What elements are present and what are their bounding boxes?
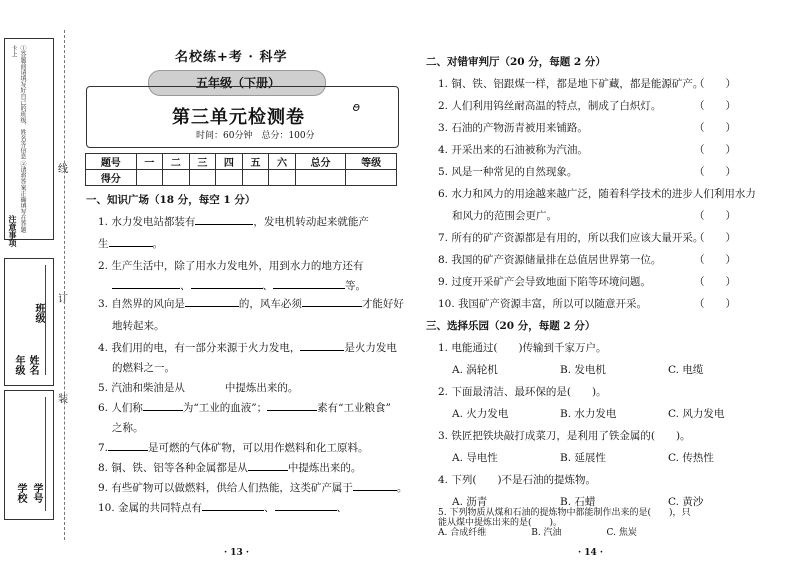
score-header-cell: 二: [163, 154, 190, 170]
grade-label: 年级: [13, 355, 24, 375]
answer-paren[interactable]: （ ）: [694, 276, 736, 288]
s1-q4-text: 4. 我们用的电，有一部分来源于火力发电，: [98, 342, 301, 354]
s1-q4-text2: 是火力发电: [344, 342, 397, 354]
answer-paren[interactable]: （ ）: [694, 298, 736, 310]
answer-paren[interactable]: （ ）: [694, 210, 736, 222]
s1-q3-text2: 的，风车必须: [238, 298, 302, 310]
score-cell[interactable]: [136, 170, 163, 186]
s1-q6-text: 6. 人们称: [98, 402, 143, 414]
score-cell[interactable]: [216, 170, 243, 186]
answer-paren[interactable]: （ ）: [694, 166, 736, 178]
s1-q2-sep2: 、: [262, 280, 273, 292]
score-header-cell: 一: [136, 154, 163, 170]
section2-title: 二、对错审判厅（20 分，每题 2 分）: [426, 56, 606, 68]
time-score: 时间：60分钟 总分：100分: [196, 131, 315, 141]
s1-q9-text: 9. 有些矿物可以做燃料，供给人们热能，这类矿产属于: [98, 482, 353, 494]
blank[interactable]: [185, 296, 239, 307]
s3-q3: 3. 铁匠把铁块敲打成菜刀，是利用了铁金属的( )。: [438, 430, 691, 442]
blank[interactable]: [267, 400, 317, 411]
score-header-cell: 五: [242, 154, 269, 170]
s3-q2-opt-b[interactable]: B. 水力发电: [560, 408, 617, 420]
s1-q10-sep2: 、: [336, 502, 348, 514]
score-cell[interactable]: [269, 170, 296, 186]
s1-q1-text: 1. 水力发电站都装有: [98, 216, 196, 228]
blank[interactable]: [109, 236, 153, 247]
sidebar-label-note: 注意事项: [8, 215, 18, 247]
s1-q3-line2: 地转起来。: [112, 320, 165, 332]
s2-item: 6. 水力和风力的用途越来越广泛，随着科学技术的进步人们利用水力: [438, 188, 756, 200]
s1-q1-line1: [98, 214, 369, 229]
score-row: [86, 170, 397, 186]
s1-q1-line2: [98, 236, 163, 251]
s1-q3-line1: [98, 296, 404, 311]
s1-q10-sep: 、: [264, 502, 275, 514]
s3-q5-line1: 5. 下列物质从煤和石油的提炼物中都能制作出来的是( )，只: [438, 508, 691, 518]
number-label: 学号: [31, 483, 42, 503]
sidebar-school-box: [4, 390, 54, 520]
exam-title: 第三单元检测卷: [172, 107, 305, 128]
s1-q6-line2: 之称。: [112, 422, 144, 434]
score-cell[interactable]: [242, 170, 269, 186]
s1-q1-text2: ，发电机转动起来就能产: [253, 216, 369, 228]
s3-q4: 4. 下列( )不是石油的提炼物。: [438, 474, 597, 486]
blank[interactable]: [248, 460, 288, 471]
score-cell[interactable]: [346, 170, 397, 186]
answer-paren[interactable]: （ ）: [694, 122, 736, 134]
score-header-cell: 四: [216, 154, 243, 170]
s3-q3-opt-a[interactable]: A. 导电性: [452, 452, 498, 464]
blank[interactable]: [112, 278, 180, 289]
s3-q2: 2. 下面最清洁、最环保的是( )。: [438, 386, 607, 398]
s1-q5: [98, 380, 298, 395]
s3-q2-opt-a[interactable]: A. 火力发电: [452, 408, 509, 420]
section1-title: 一、知识广场（18 分，每空 1 分）: [86, 194, 256, 206]
score-table: [85, 153, 397, 186]
school-label: 学校: [15, 483, 26, 503]
s3-q3-opt-b[interactable]: B. 延展性: [560, 452, 606, 464]
score-row-label: 得分: [86, 170, 137, 186]
s2-item: 8. 我国的矿产资源储量排在总值居世界第一位。: [438, 254, 662, 266]
mascot-icon: ꪮ: [352, 100, 361, 114]
sidebar-notice: ①答题前请填写好自己的班级、姓名等信息 ②请将答案正确填写在答题卡上: [10, 45, 26, 233]
blank[interactable]: [273, 278, 345, 289]
blank[interactable]: [195, 214, 253, 225]
blank[interactable]: [275, 500, 337, 511]
s1-q4-line1: [98, 340, 397, 355]
s1-q6-line1: [98, 400, 391, 415]
score-header-cell: 题号: [86, 154, 137, 170]
s2-item: 10. 我国矿产资源丰富，所以可以随意开采。: [438, 298, 648, 310]
score-header-cell: 六: [269, 154, 296, 170]
s3-q4-opt-b[interactable]: B. 石蜡: [560, 496, 596, 508]
s1-q3-text3: 才能好好: [361, 298, 404, 310]
s1-q1-text3: 生: [98, 238, 109, 250]
s1-q2-sep: 、: [180, 280, 191, 292]
s1-q7-text: 7.: [98, 442, 109, 454]
score-header-row: [86, 154, 397, 170]
school-field-line[interactable]: [45, 397, 46, 511]
page-number-right: · 14 ·: [578, 548, 604, 558]
s1-q6-text2: 为“工业的血液”；: [182, 402, 268, 414]
score-header-cell: 总分: [295, 154, 346, 170]
s1-q6-text3: 素有“工业粮食”: [317, 402, 391, 414]
s3-q1: 1. 电能通过( )传输到千家万户。: [438, 342, 607, 354]
s3-q4-opt-a[interactable]: A. 沥青: [452, 496, 488, 508]
s1-q8-text: 8. 铜、铁、铝等各种金属都是从: [98, 462, 248, 474]
s1-q8: [98, 460, 361, 475]
score-cell[interactable]: [189, 170, 216, 186]
s1-q2-line1: 2. 生产生活中，除了用水力发电外，用到水力的地方还有: [98, 260, 364, 272]
s1-q7-text2: 是可燃的气体矿物，可以用作燃料和化工原料。: [148, 442, 369, 454]
binding-zhuang-char: 装: [58, 394, 68, 405]
s2-item: 4. 开采出来的石油被称为汽油。: [438, 144, 588, 156]
score-cell[interactable]: [163, 170, 190, 186]
s3-q3-opt-c[interactable]: C. 传热性: [668, 452, 714, 464]
section3-title: 三、选择乐园（20 分，每题 2 分）: [426, 320, 596, 332]
s3-q1-opt-c[interactable]: C. 电缆: [668, 364, 704, 376]
s1-q1-text4: 。: [152, 238, 163, 250]
s1-q4-line2: 的燃料之一。: [112, 362, 175, 374]
s1-q9-text2: 。: [396, 482, 408, 494]
s3-q5-line2: 能从煤中提炼出来的是( )。: [438, 518, 563, 528]
s3-q2-opt-c[interactable]: C. 风力发电: [668, 408, 725, 420]
blank[interactable]: [108, 440, 148, 451]
blank[interactable]: [185, 380, 225, 391]
s2-item: 7. 所有的矿产资源都是有用的，所以我们应该大量开采。: [438, 232, 704, 244]
s2-item-cont: 和风力的范围会更广。: [452, 210, 557, 222]
s2-item: 9. 过度开采矿产会导致地面下陷等环境问题。: [438, 276, 651, 288]
sidebar-notice-box: [4, 38, 54, 240]
s3-q5-options[interactable]: A. 合成纤维 B. 汽油 C. 焦炭: [438, 528, 637, 538]
answer-paren[interactable]: （ ）: [694, 100, 736, 112]
grade-text: 五年级（下册）: [196, 76, 281, 90]
s2-item: 3. 石油的产物沥青被用来铺路。: [438, 122, 588, 134]
series-title: 名校练+考 · 科学: [175, 50, 288, 65]
binding-line-char: 线: [58, 164, 68, 175]
score-header-cell: 三: [189, 154, 216, 170]
blank[interactable]: [143, 400, 183, 411]
binding-ding-char: 订: [58, 294, 68, 305]
blank[interactable]: [302, 296, 362, 307]
blank[interactable]: [353, 480, 397, 491]
s1-q5-text2: 中提炼出来的。: [224, 382, 299, 394]
s3-q4-opt-c[interactable]: C. 黄沙: [668, 496, 704, 508]
s1-q9: [98, 480, 407, 495]
answer-paren[interactable]: （ ）: [694, 78, 736, 90]
s1-q2-line2: [112, 278, 366, 293]
answer-paren[interactable]: （ ）: [694, 254, 736, 266]
s1-q3-text: 3. 自然界的风向是: [98, 298, 185, 310]
s1-q8-text2: 中提炼出来的。: [287, 462, 362, 474]
s3-q1-opt-a[interactable]: A. 涡轮机: [452, 364, 498, 376]
s2-item: 5. 风是一种常见的自然现象。: [438, 166, 578, 178]
s1-q7: [98, 440, 369, 455]
page-number-left: · 13 ·: [224, 548, 250, 558]
s2-item: 1. 铜、铁、铝跟煤一样，都是地下矿藏，都是能源矿产。: [438, 78, 704, 90]
s2-item: 2. 人们利用钨丝耐高温的特点，制成了白炽灯。: [438, 100, 662, 112]
s1-q10: [98, 500, 347, 515]
class-field-line[interactable]: [45, 265, 46, 375]
score-cell[interactable]: [295, 170, 346, 186]
s3-q5-block: [438, 508, 690, 538]
answer-paren[interactable]: （ ）: [694, 232, 736, 244]
s1-q2-end: 等。: [345, 280, 366, 292]
s3-q1-opt-b[interactable]: B. 发电机: [560, 364, 606, 376]
binding-dashed-line: [64, 30, 65, 540]
s1-q10-text: 10. 金属的共同特点有: [98, 502, 203, 514]
score-header-cell: 等级: [346, 154, 397, 170]
class-label: 班级: [33, 303, 44, 323]
answer-paren[interactable]: （ ）: [694, 144, 736, 156]
sidebar-class-box: [4, 258, 54, 386]
name-label: 姓名: [27, 355, 38, 375]
blank[interactable]: [202, 500, 264, 511]
blank[interactable]: [191, 278, 263, 289]
s1-q5-text: 5. 汽油和柴油是从: [98, 382, 185, 394]
blank[interactable]: [300, 340, 344, 351]
